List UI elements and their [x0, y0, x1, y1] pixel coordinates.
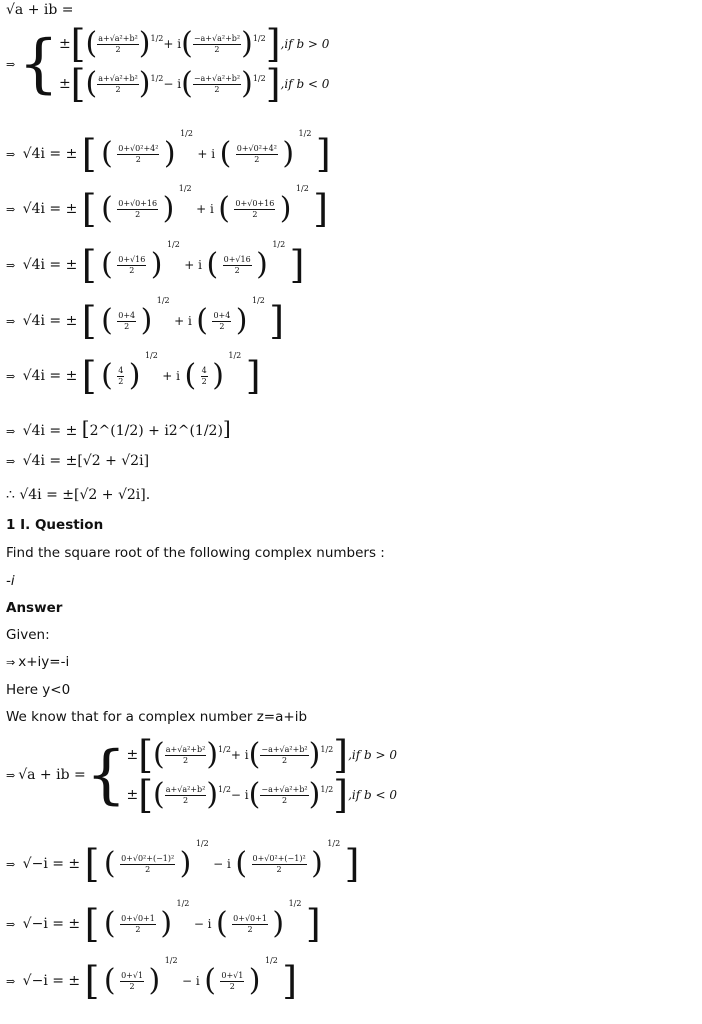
exponent: 1/2	[218, 744, 231, 754]
numerator: 4	[201, 365, 207, 375]
fraction	[120, 854, 175, 875]
close-paren: )	[206, 777, 219, 812]
open-paren: (	[181, 26, 193, 61]
implies-arrow-icon: ⇒	[6, 57, 16, 71]
exponent: 1/2	[327, 839, 341, 848]
close-bracket: ]	[265, 22, 281, 66]
numerator: 0+4	[118, 310, 136, 320]
left-brace-icon: {	[85, 738, 127, 812]
exponent: 1/2	[150, 33, 164, 43]
close-bracket: ]	[305, 902, 321, 946]
numerator: 0+√0²+(−1)²	[252, 853, 306, 863]
top-equation	[6, 2, 74, 18]
lhs: √4i = ±	[22, 423, 78, 439]
open-paren: (	[85, 26, 98, 61]
pm-sign: ±	[126, 747, 139, 763]
close-bracket: ]	[333, 773, 349, 817]
expression: 2^(1/2) + i2^(1/2)	[89, 423, 223, 439]
implies-arrow-icon: ⇒	[6, 315, 16, 328]
close-paren: )	[235, 303, 248, 338]
case-condition: ,if b < 0	[348, 788, 397, 802]
open-paren: (	[103, 846, 116, 881]
denominator: 2	[214, 84, 220, 94]
denominator: 2	[219, 321, 225, 331]
denominator: 2	[115, 84, 121, 94]
fraction	[201, 366, 208, 387]
close-paren: )	[138, 26, 151, 61]
close-paren: )	[308, 737, 321, 772]
open-paren: (	[248, 777, 261, 812]
close-bracket: ]	[245, 354, 261, 398]
close-bracket: ]	[344, 842, 360, 886]
plus-i: + i	[184, 258, 202, 272]
open-paren: (	[215, 906, 228, 941]
open-paren: (	[204, 963, 216, 998]
fraction	[165, 785, 207, 806]
here-text: Here y<0	[6, 682, 71, 698]
know-text: We know that for a complex number z=a+ib	[6, 709, 308, 725]
open-paren: (	[184, 358, 197, 393]
exponent: 1/2	[288, 899, 302, 908]
open-paren: (	[181, 66, 193, 101]
question-value: -i	[6, 573, 15, 589]
implies-arrow-icon: ⇒	[6, 370, 16, 383]
close-bracket: ]	[282, 959, 298, 1003]
denominator: 2	[129, 265, 135, 275]
denominator: 2	[201, 376, 207, 386]
denominator: 2	[145, 864, 151, 874]
fraction	[117, 311, 136, 332]
fraction	[120, 971, 144, 992]
exponent: 1/2	[218, 784, 231, 794]
open-bracket: [	[70, 62, 86, 106]
step-mi-3	[6, 956, 298, 1003]
open-bracket: [	[81, 299, 97, 343]
close-paren: )	[206, 737, 219, 772]
case-condition: ,if b < 0	[280, 77, 330, 91]
open-bracket: [	[138, 733, 154, 777]
exponent: 1/2	[298, 129, 312, 138]
numerator: 0+√1	[121, 970, 144, 980]
step-4i-5	[6, 351, 261, 398]
open-paren: (	[196, 303, 208, 338]
close-paren: )	[128, 358, 141, 393]
close-bracket: ]	[269, 299, 285, 343]
denominator: 2	[118, 376, 124, 386]
step-4i-final	[6, 487, 150, 503]
fraction	[97, 34, 139, 55]
open-paren: (	[101, 303, 113, 338]
left-brace-icon: {	[18, 27, 59, 101]
open-paren: (	[219, 136, 232, 171]
step-4i-4	[6, 296, 285, 343]
step-4i-7	[6, 453, 149, 469]
close-paren: )	[148, 963, 161, 998]
implies-arrow-icon: ⇒	[6, 975, 16, 988]
open-paren: (	[103, 906, 116, 941]
lhs: √−i = ±	[22, 973, 81, 989]
open-bracket: [	[81, 132, 97, 176]
plus-i: + i	[174, 314, 192, 328]
exponent: 1/2	[295, 184, 309, 193]
fraction	[165, 745, 207, 766]
denominator: 2	[182, 795, 189, 805]
denominator: 2	[281, 755, 288, 765]
numerator: −a+√a²+b²	[193, 33, 241, 43]
exponent: 1/2	[320, 784, 334, 794]
close-paren: )	[241, 66, 253, 101]
denominator: 2	[214, 44, 220, 54]
lhs: √4i = ±	[22, 313, 78, 329]
open-bracket: [	[81, 187, 97, 231]
numerator: 0+4	[213, 310, 231, 320]
close-bracket: ]	[222, 416, 231, 440]
question-heading: 1 I. Question	[6, 517, 104, 533]
denominator: 2	[182, 755, 189, 765]
exponent: 1/2	[166, 240, 180, 249]
fraction	[252, 854, 307, 875]
exponent: 1/2	[264, 956, 278, 965]
exponent: 1/2	[195, 839, 209, 848]
minus-i: − i	[230, 788, 249, 802]
cases-rows-2	[126, 735, 397, 815]
fraction	[234, 199, 275, 220]
exponent: 1/2	[164, 956, 178, 965]
close-paren: )	[162, 191, 175, 226]
close-paren: )	[160, 906, 173, 941]
given-label: Given:	[6, 627, 50, 643]
expression: ∴ √4i = ±[√2 + √2i].	[6, 487, 151, 503]
implies-arrow-icon: ⇒	[6, 455, 16, 468]
close-bracket: ]	[333, 733, 349, 777]
numerator: a+√a²+b²	[165, 744, 206, 754]
answer-heading: Answer	[6, 600, 63, 616]
numerator: 0+√16	[223, 254, 251, 264]
open-paren: (	[206, 247, 219, 282]
pm-sign: ±	[126, 787, 139, 803]
exponent: 1/2	[180, 129, 193, 138]
close-paren: )	[163, 136, 176, 171]
close-bracket: ]	[289, 243, 305, 287]
close-paren: )	[256, 247, 268, 282]
plus-i: + i	[197, 147, 216, 161]
denominator: 2	[229, 981, 235, 991]
close-paren: )	[279, 191, 292, 226]
plus-i: + i	[162, 369, 181, 383]
open-bracket: [	[84, 902, 100, 946]
step-mi-1	[6, 839, 360, 886]
numerator: a+√a²+b²	[98, 73, 138, 83]
close-paren: )	[282, 136, 295, 171]
exponent: 1/2	[156, 296, 170, 305]
exponent: 1/2	[320, 744, 334, 754]
implies-arrow-icon: ⇒	[6, 203, 16, 216]
close-paren: )	[308, 777, 321, 812]
implies-arrow-icon: ⇒	[6, 858, 16, 871]
numerator: −a+√a²+b²	[261, 744, 308, 754]
numerator: −a+√a²+b²	[261, 784, 308, 794]
denominator: 2	[254, 154, 260, 164]
exponent: 1/2	[150, 73, 164, 83]
minus-i: − i	[163, 77, 182, 91]
pm-sign: ±	[58, 76, 71, 92]
case-row-negative	[59, 64, 330, 104]
denominator: 2	[129, 981, 135, 991]
fraction	[117, 255, 146, 276]
question-text: Find the square root of the following complex numbers :	[6, 545, 385, 561]
numerator: 0+√0+1	[233, 913, 267, 923]
exponent: 1/2	[228, 351, 242, 360]
close-bracket: ]	[313, 187, 329, 231]
exponent: 1/2	[252, 33, 266, 43]
fraction	[117, 366, 124, 387]
numerator: 0+√0²+4²	[236, 143, 277, 153]
open-bracket: [	[81, 416, 90, 440]
lhs: √4i = ±	[22, 201, 78, 217]
lhs: √a + ib =	[18, 767, 86, 783]
case-condition: ,if b > 0	[348, 748, 397, 762]
plus-i: + i	[196, 202, 214, 216]
numerator: 4	[118, 365, 124, 375]
case-condition: ,if b > 0	[280, 37, 330, 51]
denominator: 2	[234, 265, 240, 275]
open-bracket: [	[138, 773, 154, 817]
open-bracket: [	[70, 22, 86, 66]
minus-i: − i	[213, 857, 231, 871]
fraction	[117, 144, 159, 165]
numerator: 0+√0+16	[118, 198, 158, 208]
open-paren: (	[101, 191, 113, 226]
case-row-positive	[126, 735, 397, 775]
implies-arrow-icon: ⇒	[6, 425, 16, 438]
step-4i-1	[6, 129, 331, 176]
close-paren: )	[212, 358, 224, 393]
open-paren: (	[248, 737, 261, 772]
close-paren: )	[179, 846, 192, 881]
exponent: 1/2	[251, 296, 265, 305]
denominator: 2	[276, 864, 282, 874]
exponent: 1/2	[144, 351, 158, 360]
lhs: √4i = ±	[22, 257, 78, 273]
fraction	[260, 785, 308, 806]
exponent: 1/2	[176, 899, 190, 908]
fraction	[260, 745, 308, 766]
close-paren: )	[241, 26, 253, 61]
minus-i: − i	[193, 917, 212, 931]
denominator: 2	[252, 209, 258, 219]
fraction	[223, 255, 252, 276]
cases-block-2	[6, 735, 397, 815]
close-paren: )	[140, 303, 153, 338]
close-bracket: ]	[315, 132, 331, 176]
close-paren: )	[272, 906, 285, 941]
step-4i-2	[6, 184, 329, 231]
open-bracket: [	[84, 959, 100, 1003]
denominator: 2	[247, 924, 253, 934]
fraction	[193, 34, 241, 55]
close-paren: )	[150, 247, 163, 282]
numerator: 0+√1	[221, 970, 244, 980]
fraction	[117, 199, 158, 220]
open-paren: (	[103, 963, 116, 998]
numerator: a+√a²+b²	[98, 33, 138, 43]
fraction	[236, 144, 278, 165]
numerator: 0+√0+1	[121, 913, 155, 923]
fraction	[232, 914, 268, 935]
open-paren: (	[85, 66, 98, 101]
implies-arrow-icon: ⇒	[6, 259, 16, 272]
open-bracket: [	[81, 354, 97, 398]
denominator: 2	[135, 924, 141, 934]
implies-arrow-icon: ⇒	[6, 768, 16, 782]
numerator: 0+√0²+4²	[118, 143, 159, 153]
exponent: 1/2	[178, 184, 192, 193]
implies-arrow-icon: ⇒	[6, 918, 16, 931]
step-4i-6	[6, 416, 231, 440]
numerator: 0+√0²+(−1)²	[121, 853, 175, 863]
open-bracket: [	[81, 243, 97, 287]
denominator: 2	[115, 44, 121, 54]
lhs: √−i = ±	[22, 856, 81, 872]
open-paren: (	[101, 358, 113, 393]
plus-i: + i	[163, 37, 182, 51]
minus-i: − i	[182, 974, 200, 988]
denominator: 2	[281, 795, 288, 805]
plus-i: + i	[230, 748, 249, 762]
numerator: 0+√16	[118, 254, 146, 264]
numerator: 0+√0+16	[235, 198, 275, 208]
fraction	[97, 74, 139, 95]
open-paren: (	[101, 136, 113, 171]
fraction	[120, 914, 156, 935]
step-4i-3	[6, 240, 305, 287]
open-paren: (	[218, 191, 230, 226]
close-paren: )	[248, 963, 261, 998]
implies-arrow-icon: ⇒	[6, 148, 16, 161]
fraction	[220, 971, 244, 992]
numerator: a+√a²+b²	[165, 784, 206, 794]
exponent: 1/2	[272, 240, 286, 249]
fraction	[212, 311, 231, 332]
open-paren: (	[101, 247, 113, 282]
lhs: √4i = ±	[22, 368, 78, 384]
close-paren: )	[138, 66, 151, 101]
open-paren: (	[153, 777, 165, 812]
denominator: 2	[124, 321, 130, 331]
implies-arrow-icon: ⇒	[6, 656, 16, 669]
lhs: √4i = ±	[22, 146, 78, 162]
numerator: −a+√a²+b²	[193, 73, 241, 83]
cases-rows-1	[59, 24, 330, 104]
open-paren: (	[235, 846, 248, 881]
step-mi-2	[6, 899, 321, 946]
given-eq-text: x+iy=-i	[18, 654, 70, 670]
close-bracket: ]	[265, 62, 281, 106]
close-paren: )	[311, 846, 323, 881]
case-row-negative	[126, 775, 397, 815]
fraction	[193, 74, 241, 95]
top-equation-text: √a + ib =	[6, 2, 74, 18]
expression: √4i = ±[√2 + √2i]	[22, 453, 150, 469]
pm-sign: ±	[58, 36, 71, 52]
open-bracket: [	[84, 842, 100, 886]
cases-block-1	[6, 24, 329, 104]
given-equation	[6, 654, 69, 670]
lhs: √−i = ±	[22, 916, 81, 932]
denominator: 2	[135, 209, 141, 219]
case-row-positive	[59, 24, 330, 64]
exponent: 1/2	[252, 73, 266, 83]
denominator: 2	[135, 154, 141, 164]
open-paren: (	[153, 737, 165, 772]
